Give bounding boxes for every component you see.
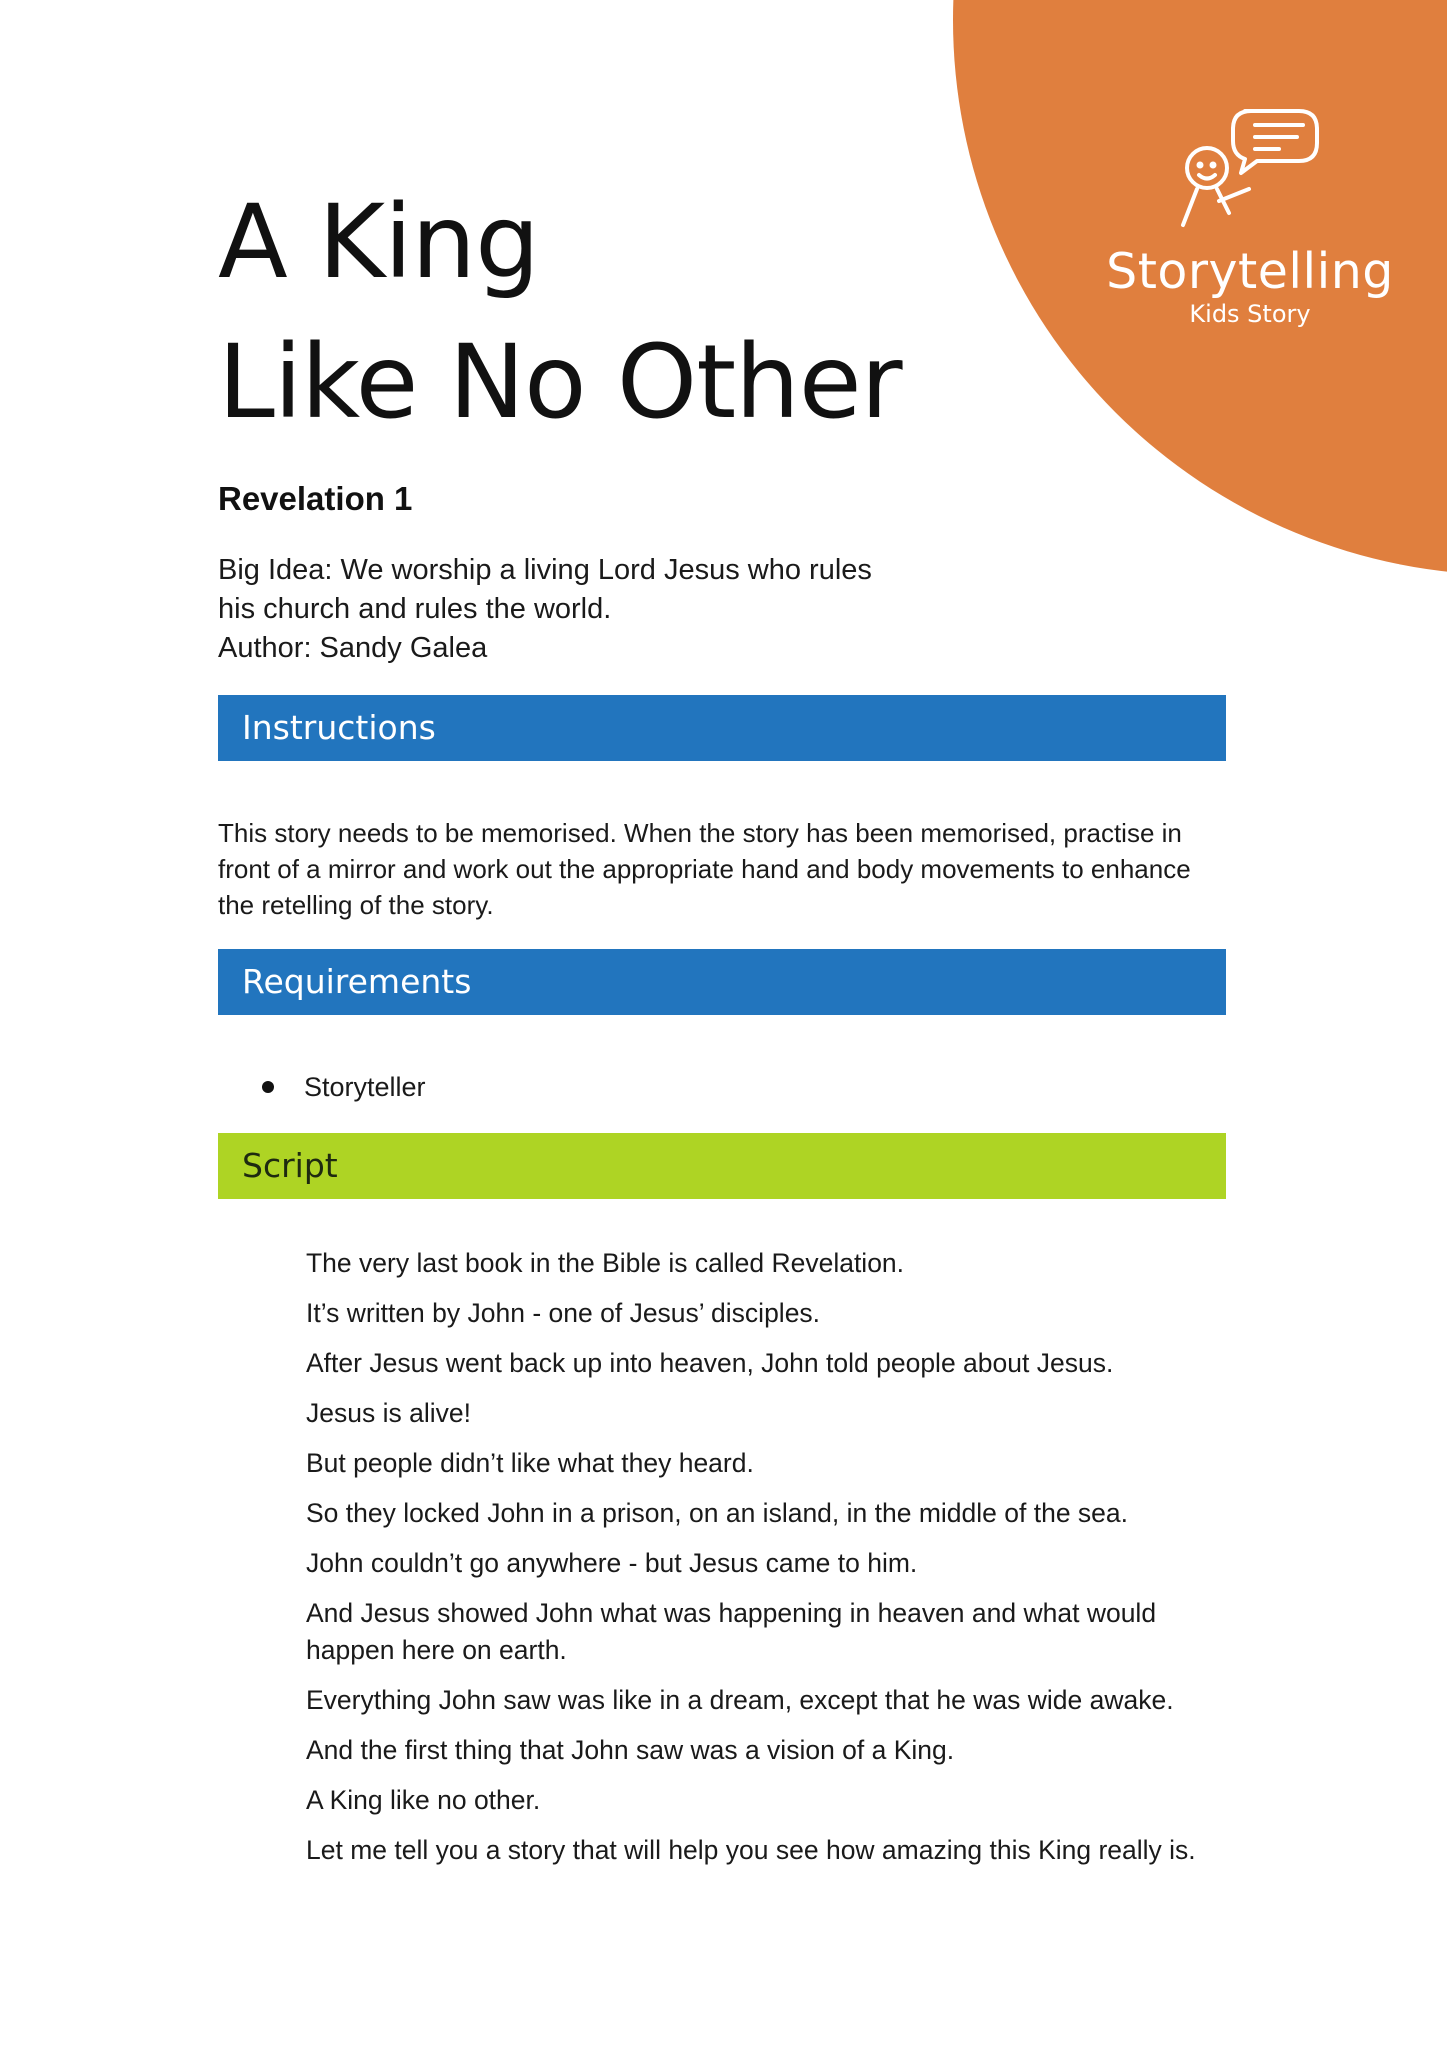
bullet-icon [262,1081,274,1093]
script-line: And Jesus showed John what was happening in heaven and what would happen here on earth. [306,1598,1157,1665]
instructions-body: This story needs to be memorised. When the story has been memorised, practise in front of a mirror and work out the appropriate hand and body movements to enhance the retelling of the story. [218,818,1191,920]
page-title-line-2: Like No Other [218,323,902,442]
script-line: John couldn’t go anywhere - but Jesus came to him. [306,1548,918,1578]
story-meta [218,551,938,668]
script-line: So they locked John in a prison, on an island, in the middle of the sea. [306,1498,1129,1528]
requirements-list [262,1068,426,1106]
script-body [306,1245,1246,1882]
script-line: The very last book in the Bible is called Revelation. [306,1248,905,1278]
storyteller-speech-bubble-icon [1175,105,1325,240]
script-line: A King like no other. [306,1785,541,1815]
script-heading: Script [218,1133,1226,1199]
bible-passage: Revelation 1 [218,480,413,517]
brand-subtitle: Kids Story [1189,300,1311,328]
script-line: But people didn’t like what they heard. [306,1448,754,1478]
script-line: After Jesus went back up into heaven, John told people about Jesus. [306,1348,1114,1378]
brand-logo [1100,105,1400,328]
big-idea-line-1: Big Idea: We worship a living Lord Jesus who rules [218,554,872,586]
requirements-heading: Requirements [218,949,1226,1015]
page-title-line-1: A King [218,183,539,302]
script-line: And the first thing that John saw was a vision of a King. [306,1735,955,1765]
requirement-label: Storyteller [304,1072,426,1102]
script-line: Jesus is alive! [306,1398,471,1428]
list-item [262,1068,426,1106]
author: Author: Sandy Galea [218,632,488,664]
script-line: Everything John saw was like in a dream, except that he was wide awake. [306,1685,1174,1715]
script-line: It’s written by John - one of Jesus’ disciples. [306,1298,821,1328]
big-idea-line-2: his church and rules the world. [218,593,612,625]
instructions-heading: Instructions [218,695,1226,761]
brand-name: Storytelling [1106,243,1394,300]
script-line: Let me tell you a story that will help you see how amazing this King really is. [306,1835,1196,1865]
